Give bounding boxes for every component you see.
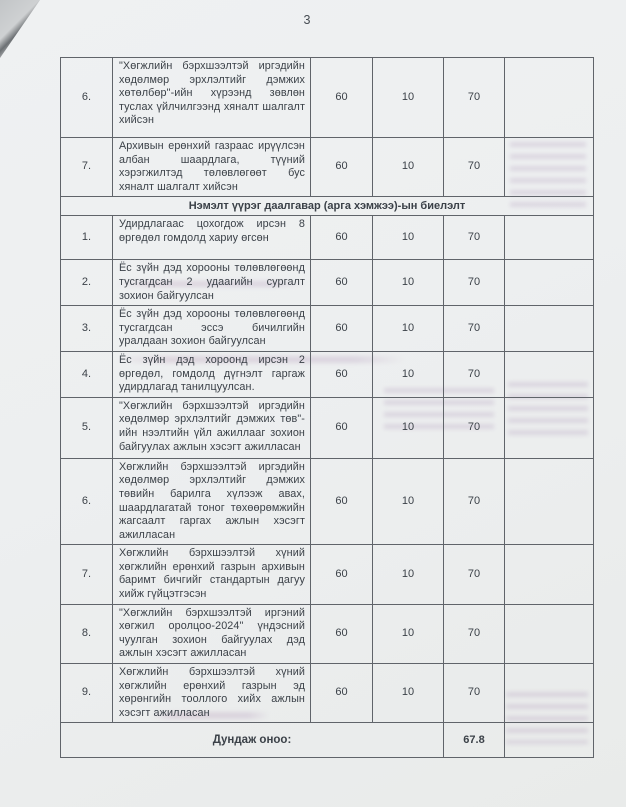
table-row bbox=[61, 216, 594, 260]
row-number-cell: 8. bbox=[61, 604, 113, 663]
empty-cell bbox=[505, 306, 594, 352]
score-cell: 70 bbox=[444, 664, 505, 723]
score-cell: 10 bbox=[373, 138, 444, 197]
empty-cell bbox=[505, 58, 594, 138]
score-cell: 60 bbox=[311, 604, 373, 663]
average-score-label: Дундаж оноо: bbox=[61, 723, 444, 758]
score-cell: 10 bbox=[373, 545, 444, 604]
score-cell: 70 bbox=[444, 138, 505, 197]
empty-cell bbox=[505, 351, 594, 397]
task-text-cell: Ёс зүйн дэд хороонд ирсэн 2 өргөдөл, гомдолд дүгнэлт гаргаж удирдлагад танилцуулсан. bbox=[113, 351, 311, 397]
score-cell: 60 bbox=[311, 138, 373, 197]
score-cell: 70 bbox=[444, 306, 505, 352]
task-text-cell: Архивын ерөнхий газраас ирүүлсэн албан шаардлага, түүний хэрэгжилтэд төлөвлөгөөт бус хяналт шалгалт хийсэн bbox=[113, 138, 311, 197]
task-text-cell: Хөгжлийн бэрхшээлтэй иргэдийн хөдөлмөр эрхлэлтийг дэмжих төвийн барилга хүлээж авах, шаардлагатай тоног төхөөрөмжийн жагсаалт гаргах ажлын хэсэгт ажилласан bbox=[113, 458, 311, 545]
empty-cell bbox=[505, 216, 594, 260]
table-row bbox=[61, 545, 594, 604]
row-number-cell: 4. bbox=[61, 351, 113, 397]
score-cell: 60 bbox=[311, 664, 373, 723]
average-score-value: 67.8 bbox=[444, 723, 505, 758]
table-row bbox=[61, 604, 594, 663]
score-cell: 70 bbox=[444, 216, 505, 260]
score-cell: 10 bbox=[373, 664, 444, 723]
score-cell: 70 bbox=[444, 458, 505, 545]
score-cell: 10 bbox=[373, 604, 444, 663]
evaluation-table bbox=[60, 57, 594, 758]
score-cell: 60 bbox=[311, 458, 373, 545]
table-row bbox=[61, 458, 594, 545]
score-cell: 10 bbox=[373, 260, 444, 306]
score-cell: 10 bbox=[373, 306, 444, 352]
score-cell: 60 bbox=[311, 260, 373, 306]
table-row bbox=[61, 397, 594, 458]
score-cell: 60 bbox=[311, 216, 373, 260]
task-text-cell: Удирдлагаас цохогдож ирсэн 8 өргөдөл гомдолд хариу өгсөн bbox=[113, 216, 311, 260]
table-row bbox=[61, 351, 594, 397]
score-cell: 10 bbox=[373, 351, 444, 397]
task-text-cell: Хөгжлийн бэрхшээлтэй хүний хөгжлийн ерөнхий газрын архивын баримт бичгийг стандартын дагуу хийж гүйцэтгэсэн bbox=[113, 545, 311, 604]
task-text-cell: "Хөгжлийн бэрхшээлтэй иргэдийн хөдөлмөр эрхлэлтийг дэмжих төв"-ийн нээлтийн үйл ажиллааг зохион байгуулах ажлын хэсэгт ажилласан bbox=[113, 397, 311, 458]
score-cell: 70 bbox=[444, 351, 505, 397]
row-number-cell: 6. bbox=[61, 458, 113, 545]
empty-cell bbox=[505, 723, 594, 758]
section-header: Нэмэлт үүрэг даалгавар (арга хэмжээ)-ын биелэлт bbox=[61, 197, 594, 216]
scan-corner-fold-line bbox=[0, 0, 40, 58]
score-cell: 10 bbox=[373, 397, 444, 458]
row-number-cell: 3. bbox=[61, 306, 113, 352]
row-number-cell: 9. bbox=[61, 664, 113, 723]
row-number-cell: 2. bbox=[61, 260, 113, 306]
table-row bbox=[61, 664, 594, 723]
score-cell: 70 bbox=[444, 397, 505, 458]
empty-cell bbox=[505, 138, 594, 197]
empty-cell bbox=[505, 397, 594, 458]
table-row bbox=[61, 138, 594, 197]
empty-cell bbox=[505, 664, 594, 723]
average-score-row bbox=[61, 723, 594, 758]
score-cell: 70 bbox=[444, 545, 505, 604]
score-cell: 60 bbox=[311, 306, 373, 352]
row-number-cell: 7. bbox=[61, 545, 113, 604]
score-cell: 10 bbox=[373, 58, 444, 138]
task-text-cell: Ёс зүйн дэд хорооны төлөвлөгөөнд тусгагдсан 2 удаагийн сургалт зохион байгуулсан bbox=[113, 260, 311, 306]
score-cell: 60 bbox=[311, 397, 373, 458]
task-text-cell: Ёс зүйн дэд хорооны төлөвлөгөөнд тусгагдсан эссэ бичилгийн уралдаан зохион байгуулсан bbox=[113, 306, 311, 352]
table-row bbox=[61, 58, 594, 138]
row-number-cell: 6. bbox=[61, 58, 113, 138]
score-cell: 60 bbox=[311, 351, 373, 397]
empty-cell bbox=[505, 604, 594, 663]
score-cell: 70 bbox=[444, 260, 505, 306]
row-number-cell: 7. bbox=[61, 138, 113, 197]
task-text-cell: Хөгжлийн бэрхшээлтэй хүний хөгжлийн ерөнхий газрын эд хөрөнгийн тооллого хийх ажлын хэсэгт ажилласан bbox=[113, 664, 311, 723]
score-cell: 10 bbox=[373, 458, 444, 545]
score-cell: 60 bbox=[311, 545, 373, 604]
score-cell: 60 bbox=[311, 58, 373, 138]
empty-cell bbox=[505, 458, 594, 545]
page-number: 3 bbox=[303, 13, 311, 27]
empty-cell bbox=[505, 545, 594, 604]
section-header-row bbox=[61, 197, 594, 216]
table-row bbox=[61, 260, 594, 306]
score-cell: 10 bbox=[373, 216, 444, 260]
row-number-cell: 5. bbox=[61, 397, 113, 458]
table-row bbox=[61, 306, 594, 352]
task-text-cell: "Хөгжлийн бэрхшээлтэй иргэний хөгжил оролцоо-2024" үндэсний чуулган зохион байгуулах дэд ажлын хэсэгт ажилласан bbox=[113, 604, 311, 663]
score-cell: 70 bbox=[444, 604, 505, 663]
task-text-cell: "Хөгжлийн бэрхшээлтэй иргэдийн хөдөлмөр эрхлэлтийг дэмжих хөтөлбөр"-ийн хүрээнд зөвлөн туслах үйлчилгээнд хяналт шалгалт хийсэн bbox=[113, 58, 311, 138]
score-cell: 70 bbox=[444, 58, 505, 138]
empty-cell bbox=[505, 260, 594, 306]
row-number-cell: 1. bbox=[61, 216, 113, 260]
